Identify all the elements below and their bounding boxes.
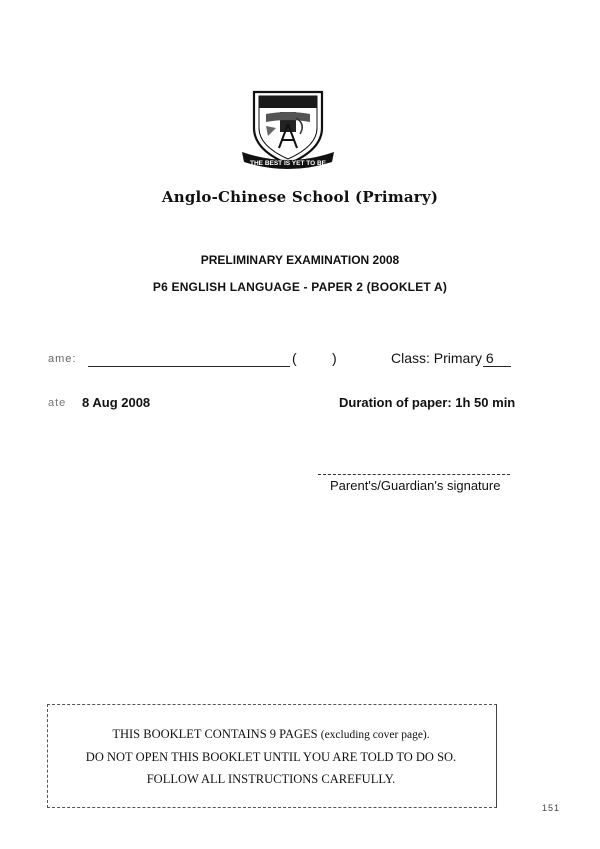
exam-title: PRELIMINARY EXAMINATION 2008 xyxy=(200,253,400,267)
register-number-open: ( xyxy=(292,350,297,366)
notice-follow-instructions: FOLLOW ALL INSTRUCTIONS CAREFULLY. xyxy=(146,772,396,786)
crest-motto: THE BEST IS YET TO BE xyxy=(250,160,326,167)
duration-of-paper: Duration of paper: 1h 50 min xyxy=(339,395,516,410)
notice-pages-note: (excluding cover page). xyxy=(320,729,430,741)
name-label: ame: xyxy=(48,353,77,365)
notice-pages-main: THIS BOOKLET CONTAINS 9 PAGES xyxy=(112,727,318,741)
paper-title: P6 ENGLISH LANGUAGE - PAPER 2 (BOOKLET A) xyxy=(152,280,448,294)
class-label: Class: Primary 6 xyxy=(391,350,494,366)
page-mark: 151 xyxy=(542,803,561,813)
date-value: 8 Aug 2008 xyxy=(82,395,151,410)
register-number-close: ) xyxy=(332,350,337,366)
class-field-line[interactable] xyxy=(483,366,511,367)
date-label: ate xyxy=(48,397,67,409)
school-name: Anglo-Chinese School (Primary) xyxy=(161,188,439,206)
signature-label: Parent's/Guardian's signature xyxy=(330,478,501,493)
signature-line[interactable] xyxy=(318,474,510,475)
notice-pages xyxy=(47,727,495,742)
notice-do-not-open: DO NOT OPEN THIS BOOKLET UNTIL YOU ARE TOLD TO DO SO. xyxy=(85,750,457,764)
name-field-line[interactable] xyxy=(88,366,290,367)
school-crest-logo xyxy=(236,88,340,174)
